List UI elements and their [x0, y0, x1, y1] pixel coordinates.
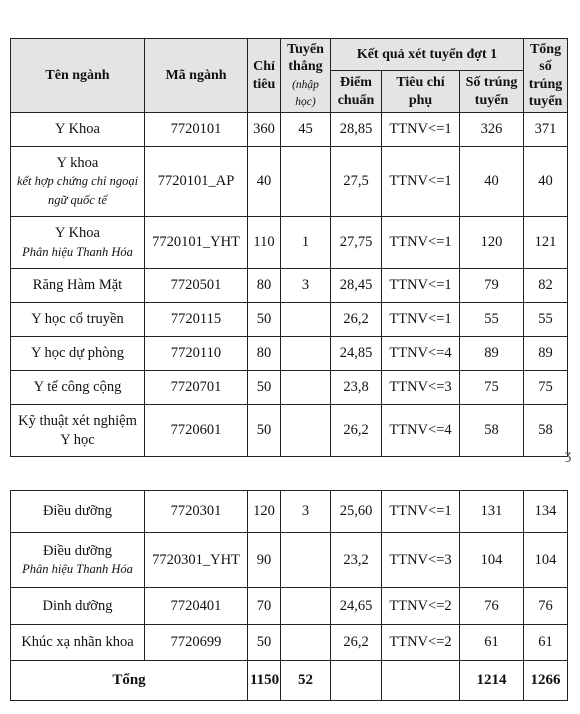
- total-row: [11, 661, 568, 701]
- cell-tuyen-thang: 3: [281, 491, 331, 533]
- header-tuyen-thang-label: Tuyển thẳng: [287, 41, 324, 74]
- header-so-trung-tuyen: Số trúng tuyển: [460, 71, 524, 113]
- header-ket-qua: Kết quả xét tuyển đợt 1: [331, 39, 524, 71]
- cell-chi-tieu: 80: [248, 337, 281, 371]
- cell-diem-chuan: 27,5: [331, 147, 382, 217]
- major-name: Điều dưỡng: [42, 542, 113, 559]
- cell-tieu-chi-phu: TTNV<=1: [382, 147, 460, 217]
- cell-tieu-chi-phu: TTNV<=1: [382, 217, 460, 269]
- cell-ten-nganh: [11, 625, 145, 661]
- cell-diem-chuan: 23,8: [331, 371, 382, 405]
- cell-tuyen-thang: 45: [281, 113, 331, 147]
- cell-ma-nganh: 7720301_YHT: [145, 533, 248, 588]
- cell-tieu-chi-phu: TTNV<=4: [382, 405, 460, 457]
- cell-so-trung-tuyen: 79: [460, 269, 524, 303]
- cell-chi-tieu: 50: [248, 371, 281, 405]
- cell-tong-so: 89: [524, 337, 568, 371]
- header-ten-nganh: Tên ngành: [11, 39, 145, 113]
- table-row: [11, 533, 568, 588]
- major-subtitle: kết hợp chứng chỉ ngoại ngữ quốc tế: [16, 174, 139, 207]
- cell-tuyen-thang: [281, 588, 331, 625]
- cell-ma-nganh: 7720401: [145, 588, 248, 625]
- cell-ten-nganh: [11, 588, 145, 625]
- cell-chi-tieu: 110: [248, 217, 281, 269]
- major-name: Y học cổ truyền: [31, 311, 124, 328]
- cell-tieu-chi-phu: TTNV<=1: [382, 491, 460, 533]
- total-tuyen-thang: 52: [281, 661, 331, 701]
- total-chi-tieu: 1150: [248, 661, 281, 701]
- cell-ten-nganh: [11, 337, 145, 371]
- header-chi-tieu: Chỉ tiêu: [248, 39, 281, 113]
- cell-ma-nganh: 7720501: [145, 269, 248, 303]
- header-diem-chuan: Điểm chuẩn: [331, 71, 382, 113]
- cell-chi-tieu: 50: [248, 625, 281, 661]
- cell-diem-chuan: 23,2: [331, 533, 382, 588]
- table-row: [11, 217, 568, 269]
- cell-ten-nganh: [11, 491, 145, 533]
- cell-so-trung-tuyen: 76: [460, 588, 524, 625]
- cell-ma-nganh: 7720101_YHT: [145, 217, 248, 269]
- cell-so-trung-tuyen: 58: [460, 405, 524, 457]
- cell-so-trung-tuyen: 131: [460, 491, 524, 533]
- cell-ma-nganh: 7720701: [145, 371, 248, 405]
- total-diem-empty: [331, 661, 382, 701]
- cell-diem-chuan: 26,2: [331, 405, 382, 457]
- major-name: Y Khoa: [55, 225, 100, 242]
- page-curl-mark: ʒ: [565, 448, 572, 463]
- cell-tuyen-thang: [281, 533, 331, 588]
- cell-tieu-chi-phu: TTNV<=1: [382, 113, 460, 147]
- cell-tong-so: 75: [524, 371, 568, 405]
- header-tuyen-thang: [281, 39, 331, 113]
- cell-tong-so: 134: [524, 491, 568, 533]
- table-row: [11, 337, 568, 371]
- cell-ma-nganh: 7720101: [145, 113, 248, 147]
- cell-tong-so: 55: [524, 303, 568, 337]
- major-name: Y tế công cộng: [33, 379, 122, 396]
- cell-tong-so: 40: [524, 147, 568, 217]
- header-ma-nganh: Mã ngành: [145, 39, 248, 113]
- cell-ten-nganh: [11, 405, 145, 457]
- cell-tieu-chi-phu: TTNV<=3: [382, 533, 460, 588]
- cell-ma-nganh: 7720301: [145, 491, 248, 533]
- cell-tong-so: 104: [524, 533, 568, 588]
- cell-tong-so: 58: [524, 405, 568, 457]
- cell-tong-so: 82: [524, 269, 568, 303]
- cell-ten-nganh: [11, 269, 145, 303]
- cell-chi-tieu: 50: [248, 303, 281, 337]
- total-tong: 1266: [524, 661, 568, 701]
- admission-table-bottom: [10, 490, 568, 701]
- total-label: Tổng: [11, 661, 248, 701]
- cell-so-trung-tuyen: 55: [460, 303, 524, 337]
- cell-tieu-chi-phu: TTNV<=3: [382, 371, 460, 405]
- major-subtitle: Phân hiệu Thanh Hóa: [22, 562, 133, 576]
- cell-so-trung-tuyen: 104: [460, 533, 524, 588]
- cell-chi-tieu: 90: [248, 533, 281, 588]
- major-name: Khúc xạ nhãn khoa: [21, 634, 134, 651]
- cell-ma-nganh: 7720110: [145, 337, 248, 371]
- cell-diem-chuan: 28,45: [331, 269, 382, 303]
- cell-tieu-chi-phu: TTNV<=2: [382, 588, 460, 625]
- cell-tieu-chi-phu: TTNV<=4: [382, 337, 460, 371]
- table-row: [11, 625, 568, 661]
- cell-diem-chuan: 26,2: [331, 625, 382, 661]
- cell-ma-nganh: 7720601: [145, 405, 248, 457]
- admission-table-top: [10, 38, 568, 457]
- cell-tuyen-thang: [281, 303, 331, 337]
- header-tuyen-thang-note: (nhập học): [292, 78, 319, 108]
- table-body-top: [11, 113, 568, 457]
- header-tong-so: Tổng số trúng tuyển: [524, 39, 568, 113]
- cell-diem-chuan: 24,85: [331, 337, 382, 371]
- cell-ten-nganh: [11, 147, 145, 217]
- major-name: Y khoa: [56, 155, 99, 172]
- cell-tong-so: 76: [524, 588, 568, 625]
- table-row: [11, 371, 568, 405]
- cell-chi-tieu: 40: [248, 147, 281, 217]
- cell-tieu-chi-phu: TTNV<=2: [382, 625, 460, 661]
- major-name: Răng Hàm Mặt: [32, 277, 123, 294]
- cell-so-trung-tuyen: 326: [460, 113, 524, 147]
- cell-chi-tieu: 80: [248, 269, 281, 303]
- cell-tuyen-thang: 3: [281, 269, 331, 303]
- total-so-trung: 1214: [460, 661, 524, 701]
- cell-chi-tieu: 50: [248, 405, 281, 457]
- cell-so-trung-tuyen: 75: [460, 371, 524, 405]
- cell-diem-chuan: 26,2: [331, 303, 382, 337]
- cell-diem-chuan: 27,75: [331, 217, 382, 269]
- table-row: [11, 588, 568, 625]
- table-row: [11, 147, 568, 217]
- cell-tuyen-thang: [281, 147, 331, 217]
- cell-diem-chuan: 24,65: [331, 588, 382, 625]
- cell-tuyen-thang: [281, 405, 331, 457]
- cell-so-trung-tuyen: 120: [460, 217, 524, 269]
- major-name: Kỹ thuật xét nghiệm Y học: [18, 413, 137, 448]
- table-row: [11, 491, 568, 533]
- cell-ma-nganh: 7720101_AP: [145, 147, 248, 217]
- table-row: [11, 269, 568, 303]
- cell-ten-nganh: [11, 533, 145, 588]
- cell-tuyen-thang: [281, 625, 331, 661]
- header-tieu-chi-phu: Tiêu chí phụ: [382, 71, 460, 113]
- cell-ten-nganh: [11, 303, 145, 337]
- cell-chi-tieu: 360: [248, 113, 281, 147]
- cell-diem-chuan: 25,60: [331, 491, 382, 533]
- cell-so-trung-tuyen: 89: [460, 337, 524, 371]
- cell-tong-so: 61: [524, 625, 568, 661]
- cell-ma-nganh: 7720115: [145, 303, 248, 337]
- table-body-bottom: [11, 491, 568, 661]
- cell-ten-nganh: [11, 371, 145, 405]
- major-subtitle: Phân hiệu Thanh Hóa: [22, 244, 133, 259]
- table-row: [11, 113, 568, 147]
- cell-ten-nganh: [11, 217, 145, 269]
- cell-tieu-chi-phu: TTNV<=1: [382, 269, 460, 303]
- cell-tong-so: 121: [524, 217, 568, 269]
- major-name: Y học dự phòng: [30, 345, 125, 362]
- major-name: Y Khoa: [55, 121, 100, 138]
- cell-tuyen-thang: [281, 371, 331, 405]
- cell-ma-nganh: 7720699: [145, 625, 248, 661]
- major-name: Dinh dưỡng: [42, 597, 113, 614]
- table-row: [11, 405, 568, 457]
- cell-tieu-chi-phu: TTNV<=1: [382, 303, 460, 337]
- cell-chi-tieu: 70: [248, 588, 281, 625]
- total-tieu-chi-empty: [382, 661, 460, 701]
- cell-diem-chuan: 28,85: [331, 113, 382, 147]
- cell-chi-tieu: 120: [248, 491, 281, 533]
- major-name: Điều dưỡng: [42, 503, 113, 520]
- cell-tuyen-thang: 1: [281, 217, 331, 269]
- cell-so-trung-tuyen: 40: [460, 147, 524, 217]
- cell-tuyen-thang: [281, 337, 331, 371]
- table-row: [11, 303, 568, 337]
- cell-tong-so: 371: [524, 113, 568, 147]
- cell-ten-nganh: [11, 113, 145, 147]
- cell-so-trung-tuyen: 61: [460, 625, 524, 661]
